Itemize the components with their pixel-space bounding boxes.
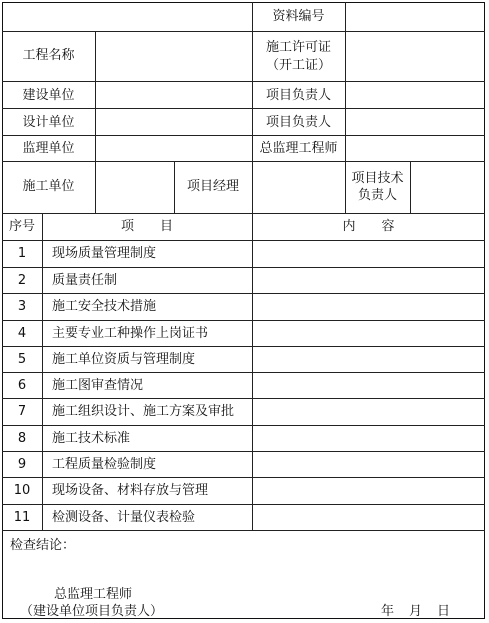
construction-unit-label: 施工单位 — [22, 179, 75, 194]
grid-line — [2, 267, 485, 268]
row-item: 现场设备、材料存放与管理 — [52, 483, 209, 498]
row-number: 10 — [13, 483, 31, 498]
tech-lead-label-line2: 负责人 — [357, 188, 397, 203]
grid-line — [2, 213, 485, 214]
signer-line1: 总监理工程师 — [54, 587, 133, 602]
grid-line — [2, 293, 485, 294]
grid-line — [2, 135, 485, 136]
grid-line — [2, 346, 485, 347]
grid-line — [2, 31, 485, 32]
row-item: 检测设备、计量仪表检验 — [52, 510, 196, 525]
date-year-label: 年 — [381, 604, 395, 619]
row-item: 施工安全技术措施 — [52, 299, 157, 314]
supervision-unit-label: 监理单位 — [22, 141, 75, 156]
date-month-label: 月 — [409, 604, 423, 619]
design-unit-label: 设计单位 — [22, 115, 75, 130]
grid-line — [42, 213, 43, 530]
row-item: 主要专业工种操作上岗证书 — [52, 326, 209, 341]
grid-line — [252, 2, 253, 213]
project-name-label: 工程名称 — [22, 48, 75, 63]
row-number: 5 — [17, 352, 27, 367]
grid-line — [95, 31, 96, 161]
row-item: 质量责任制 — [52, 273, 118, 288]
grid-line — [2, 81, 485, 82]
grid-line — [2, 320, 485, 321]
tech-lead-label-line1: 项目技术 — [351, 171, 404, 186]
grid-line — [2, 108, 485, 109]
grid-line — [2, 161, 485, 162]
row-item: 施工组织设计、施工方案及审批 — [52, 404, 235, 419]
date-day-label: 日 — [437, 604, 451, 619]
conclusion-label: 检查结论： — [10, 538, 76, 553]
row-item: 施工图审查情况 — [52, 378, 144, 393]
permit-label-line1: 施工许可证 — [265, 40, 331, 55]
grid-line — [2, 425, 485, 426]
grid-line — [345, 2, 346, 161]
builder-pm-label: 项目负责人 — [265, 88, 331, 103]
chief-supervisor-label: 总监理工程师 — [259, 141, 338, 156]
grid-line — [2, 504, 485, 505]
row-number: 3 — [17, 299, 27, 314]
grid-line — [410, 161, 411, 213]
grid-line — [2, 372, 485, 373]
row-item: 施工技术标准 — [52, 431, 131, 446]
project-manager-label: 项目经理 — [186, 179, 239, 194]
row-number: 4 — [17, 326, 27, 341]
signer-line2: （建设单位项目负责人） — [20, 604, 164, 619]
row-number: 2 — [17, 273, 27, 288]
grid-line — [2, 477, 485, 478]
row-item: 工程质量检验制度 — [52, 457, 157, 472]
row-item: 施工单位资质与管理制度 — [52, 352, 196, 367]
builder-unit-label: 建设单位 — [22, 88, 75, 103]
col-item-header: 项 目 — [120, 219, 173, 234]
col-content-header: 内 容 — [342, 219, 395, 234]
row-number: 7 — [17, 404, 27, 419]
row-number: 6 — [17, 378, 27, 393]
grid-line — [95, 161, 96, 213]
row-number: 11 — [13, 510, 31, 525]
grid-line — [2, 398, 485, 399]
design-pm-label: 项目负责人 — [265, 115, 331, 130]
grid-line — [2, 451, 485, 452]
doc-number-label: 资料编号 — [272, 9, 325, 24]
col-no-header: 序号 — [8, 219, 35, 234]
row-number: 8 — [17, 431, 27, 446]
row-item: 现场质量管理制度 — [52, 246, 157, 261]
grid-line — [252, 213, 253, 530]
grid-line — [2, 240, 485, 241]
row-number: 1 — [17, 246, 27, 261]
permit-label-line2: （开工证） — [265, 58, 331, 73]
row-number: 9 — [17, 457, 27, 472]
grid-line — [2, 530, 485, 531]
